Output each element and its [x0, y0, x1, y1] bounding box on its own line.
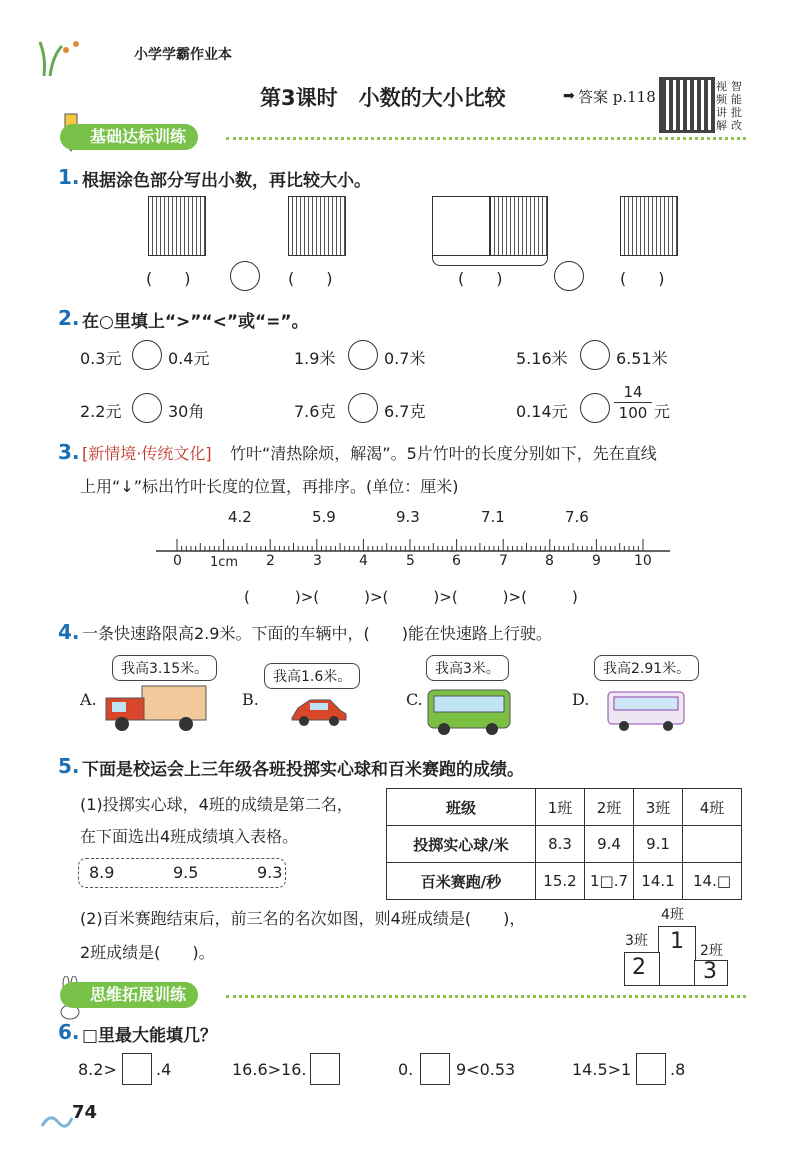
question-text: 竹叶“清热除烦，解渴”。5片竹叶的长度分别如下，先在直线 [230, 444, 657, 463]
ruler-label-6: 6 [452, 553, 461, 569]
leaf-length-label: 7.6 [565, 508, 589, 526]
ordering-blanks: ( )>( )>( )>( )>( ) [244, 588, 578, 606]
fill-suffix: 9<0.53 [456, 1060, 516, 1079]
question-number: 5. [58, 754, 80, 778]
bus-icon[interactable] [606, 690, 686, 732]
car-icon[interactable] [288, 694, 348, 728]
question-text: 上用“↓”标出竹叶长度的位置，再排序。(单位：厘米) [80, 477, 459, 496]
bus-icon[interactable] [426, 686, 512, 736]
footer-wave-icon [40, 1110, 74, 1130]
table-cell: 15.2 [536, 863, 585, 900]
question-text: 下面是校运会上三年级各班投掷实心球和百米赛跑的成绩。 [82, 760, 524, 780]
leaf-length-label: 9.3 [396, 508, 420, 526]
section-banner-basic: 基础达标训练 [60, 124, 198, 150]
brace [432, 256, 548, 266]
qr-code-icon[interactable] [662, 80, 712, 130]
answer-paren-2: ( ) [288, 269, 333, 288]
table-row [387, 789, 742, 826]
lesson-title: 第3课时 小数的大小比较 [260, 86, 506, 110]
sub-question-1: (1)投掷实心球，4班的成绩是第二名， [80, 795, 353, 814]
podium-label-left: 3班 [625, 933, 648, 949]
decimal-grid-1 [148, 196, 206, 256]
number-line-ruler [156, 533, 670, 553]
table-cell: 百米赛跑/秒 [387, 863, 536, 900]
compare-right: 0.4元 [168, 349, 210, 368]
header-logo [36, 38, 86, 78]
answer-ref: 答案 p.118 [578, 88, 656, 106]
choice-value[interactable]: 8.9 [89, 863, 115, 882]
compare-right: 0.7米 [384, 349, 426, 368]
question-number: 6. [58, 1020, 80, 1044]
table-header: 班级 [387, 789, 536, 826]
fill-prefix: 16.6>16. [232, 1060, 307, 1079]
section-divider [226, 995, 746, 998]
leaf-length-label: 4.2 [228, 508, 252, 526]
table-cell[interactable]: 14.□ [683, 863, 742, 900]
table-header: 2班 [585, 789, 634, 826]
compare-left: 1.9米 [294, 349, 336, 368]
fraction-denominator: 100 [618, 404, 648, 422]
option-a-label: A. [80, 690, 97, 709]
podium-label-first: 4班 [661, 907, 684, 923]
page-number: 74 [72, 1102, 98, 1123]
compare-circle[interactable] [348, 393, 378, 423]
compare-circle[interactable] [554, 261, 584, 291]
question-number: 2. [58, 306, 80, 330]
fraction-numerator: 14 [623, 383, 643, 401]
table-cell: 投掷实心球/米 [387, 826, 536, 863]
option-b-label: B. [242, 690, 259, 709]
compare-circle[interactable] [132, 340, 162, 370]
context-tag: [新情境·传统文化] [82, 444, 212, 463]
fill-box[interactable] [310, 1053, 340, 1085]
compare-left: 2.2元 [80, 402, 122, 421]
choice-value[interactable]: 9.3 [257, 863, 283, 882]
table-cell: 8.3 [536, 826, 585, 863]
ruler-label-8: 8 [545, 553, 554, 569]
section-divider [226, 137, 746, 140]
fill-suffix: .8 [670, 1060, 686, 1079]
compare-left: 5.16米 [516, 349, 568, 368]
question-text: 一条快速路限高2.9米。下面的车辆中，( )能在快速路上行驶。 [82, 624, 552, 643]
fraction [614, 382, 652, 423]
compare-right: 6.7克 [384, 402, 426, 421]
decimal-grid-3 [490, 196, 548, 256]
question-number: 1. [58, 165, 80, 189]
compare-left: 7.6克 [294, 402, 336, 421]
table-cell: 14.1 [634, 863, 683, 900]
choice-box [78, 858, 286, 888]
ruler-label-2: 2 [266, 553, 275, 569]
table-header: 3班 [634, 789, 683, 826]
compare-circle[interactable] [580, 340, 610, 370]
qr-caption: 视 智 频 能 讲 批 解 改 [716, 80, 742, 132]
table-header: 1班 [536, 789, 585, 826]
fill-box[interactable] [636, 1053, 666, 1085]
fill-suffix: .4 [156, 1060, 172, 1079]
ruler-label-3: 3 [313, 553, 322, 569]
fill-prefix: 8.2> [78, 1060, 117, 1079]
compare-circle[interactable] [580, 393, 610, 423]
question-text: 根据涂色部分写出小数，再比较大小。 [82, 171, 371, 191]
compare-circle[interactable] [348, 340, 378, 370]
compare-right: 6.51米 [616, 349, 668, 368]
answer-paren-3: ( ) [458, 269, 503, 288]
podium-label-right: 2班 [700, 943, 723, 959]
sub-question-2: (2)百米赛跑结束后，前三名的名次如图，则4班成绩是( )， [80, 909, 526, 928]
decimal-grid-4 [620, 196, 678, 256]
answer-arrow-icon: ➡ [563, 88, 575, 104]
ruler-label-0: 0 [173, 553, 182, 569]
table-header: 4班 [683, 789, 742, 826]
speech-bubble-c: 我高3米。 [426, 655, 509, 681]
table-cell: 9.4 [585, 826, 634, 863]
table-cell[interactable]: 1□.7 [585, 863, 634, 900]
ruler-label-1: 1cm [210, 555, 239, 570]
ruler-label-5: 5 [406, 553, 415, 569]
question-number: 4. [58, 620, 80, 644]
option-d-label: D. [572, 690, 590, 709]
ruler-label-10: 10 [634, 553, 652, 569]
question-text: □里最大能填几？ [82, 1026, 218, 1046]
answer-paren-4: ( ) [620, 269, 665, 288]
leaf-length-label: 5.9 [312, 508, 336, 526]
leaf-length-label: 7.1 [481, 508, 505, 526]
blank-unit-square [432, 196, 490, 256]
fill-prefix: 14.5>1 [572, 1060, 632, 1079]
choice-value[interactable]: 9.5 [173, 863, 199, 882]
speech-bubble-d: 我高2.91米。 [594, 655, 699, 681]
fill-prefix: 0. [398, 1060, 414, 1079]
decimal-grid-2 [288, 196, 346, 256]
sub-question-2-cont: 2班成绩是( )。 [80, 943, 215, 962]
podium-second: 2 [624, 952, 660, 986]
speech-bubble-a: 我高3.15米。 [112, 655, 217, 681]
question-number: 3. [58, 440, 80, 464]
table-cell-answer[interactable] [683, 826, 742, 863]
fill-box[interactable] [122, 1053, 152, 1085]
table-row [387, 826, 742, 863]
compare-left: 0.3元 [80, 349, 122, 368]
sub-question-1-cont: 在下面选出4班成绩填入表格。 [80, 827, 299, 846]
ruler-label-4: 4 [359, 553, 368, 569]
truck-icon[interactable] [102, 684, 210, 734]
ruler-label-9: 9 [592, 553, 601, 569]
answer-paren-1: ( ) [146, 269, 191, 288]
compare-circle[interactable] [230, 261, 260, 291]
section-banner-extension: 思维拓展训练 [60, 982, 198, 1008]
option-c-label: C. [406, 690, 423, 709]
fill-box[interactable] [420, 1053, 450, 1085]
table-row [387, 863, 742, 900]
question-text: 在○里填上“>”“<”或“=”。 [82, 312, 309, 332]
book-title: 小学学霸作业本 [134, 47, 232, 63]
results-table [386, 788, 742, 900]
podium-first: 1 [658, 926, 696, 986]
speech-bubble-b: 我高1.6米。 [264, 663, 360, 689]
table-cell: 9.1 [634, 826, 683, 863]
compare-circle[interactable] [132, 393, 162, 423]
compare-right: 30角 [168, 402, 205, 421]
compare-left: 0.14元 [516, 402, 568, 421]
compare-right-unit: 元 [654, 402, 671, 421]
podium-third: 3 [694, 960, 728, 986]
ruler-label-7: 7 [499, 553, 508, 569]
